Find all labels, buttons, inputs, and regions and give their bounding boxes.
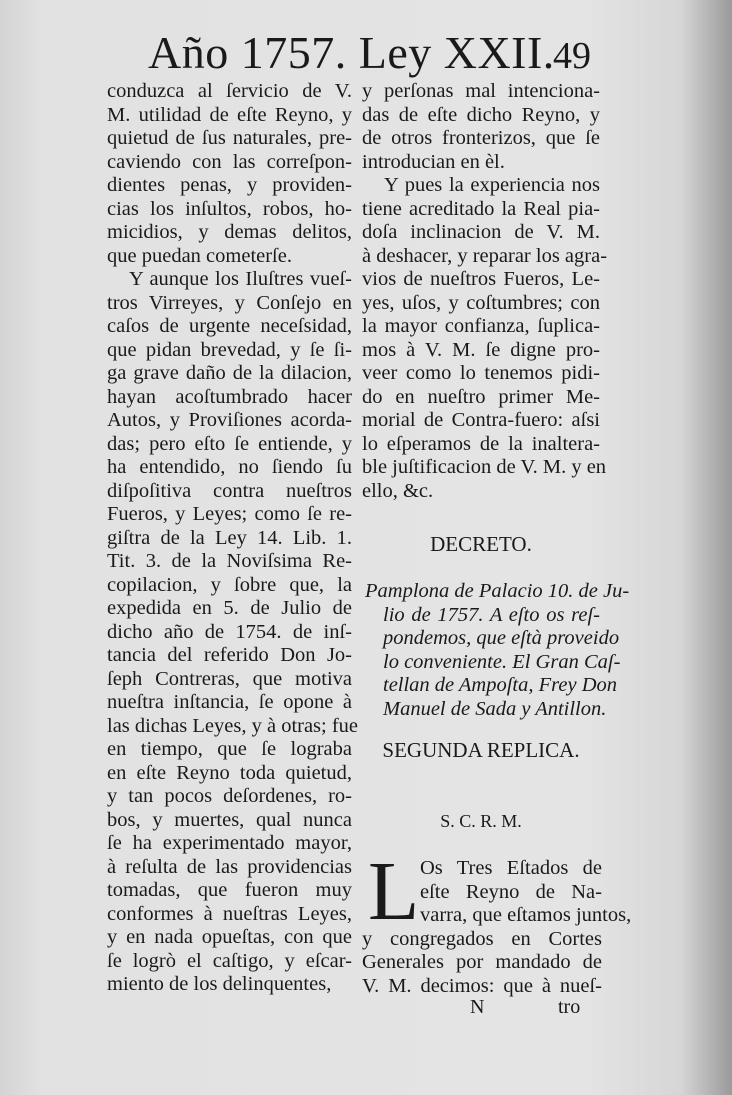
text-line: caſos de urgente neceſsidad, <box>107 315 352 337</box>
text-line: introducian en èl. <box>362 150 505 173</box>
text-line: dientes penas, y providen- <box>107 174 352 196</box>
text-line: varra, que eſtamos juntos, <box>420 904 632 926</box>
text-line: ello, &c. <box>362 479 434 502</box>
text-line: à deshacer, y reparar los agra- <box>362 244 608 267</box>
text-line: de otros fronterizos, que ſe <box>362 127 600 149</box>
text-line: ha entendido, no ſiendo ſu <box>107 456 352 478</box>
text-line: las dichas Leyes, y à otras; fue <box>107 714 359 737</box>
text-line: copilacion, y ſobre que, la <box>107 573 352 596</box>
text-line: tancia del referido Don Jo- <box>107 644 352 666</box>
text-line: conformes à nueſtras Leyes, <box>107 902 352 925</box>
running-header: Año 1757. Ley XXII. <box>148 27 555 78</box>
text-line: en eſte Reyno toda quietud, <box>107 761 352 784</box>
text-line: y congregados en Cortes <box>362 927 602 950</box>
decree-heading: DECRETO. <box>430 532 532 556</box>
right-column <box>362 80 608 503</box>
second-reply-heading: SEGUNDA REPLICA. <box>382 738 580 762</box>
text-line: que puedan cometerſe. <box>107 244 292 267</box>
text-line: en tiempo, que ſe lograba <box>107 738 352 760</box>
text-line: ſeph Contreras, que motiva <box>107 667 352 690</box>
text-line: Y pues la experiencia nos <box>384 174 600 196</box>
text-line: ga grave daño de la dilacion, <box>107 362 352 384</box>
left-column <box>107 80 359 997</box>
decree-text <box>365 580 630 721</box>
text-line: Manuel de Sada y Antillon. <box>383 697 607 720</box>
text-line: ſe ha experimentado mayor, <box>107 832 352 854</box>
text-line: do en nueſtro primer Me- <box>362 385 600 408</box>
text-line: lo conveniente. El Gran Caſ- <box>383 650 621 673</box>
text-line: tiene acreditado la Real pia- <box>362 197 600 220</box>
text-line: Os Tres Eſtados de <box>420 857 602 879</box>
text-line: expedida en 5. de Julio de <box>107 597 352 619</box>
text-line: morial de Contra-fuero: aſsi <box>362 409 600 431</box>
text-line: que pidan brevedad, y ſe ſi- <box>107 338 352 361</box>
text-line: diſpoſitiva contra nueſtros <box>107 479 352 502</box>
text-line: hayan acoſtumbrado hacer <box>107 385 352 408</box>
text-line: pondemos, que eſtà proveido <box>383 627 620 649</box>
text-line: M. utilidad de eſte Reyno, y <box>107 103 352 126</box>
text-line: tomadas, que fueron muy <box>107 879 352 901</box>
text-line: Y aunque los Iluſtres vueſ- <box>129 268 352 290</box>
text-line: veer como lo tenemos pidi- <box>362 362 600 384</box>
text-line: tros Virreyes, y Conſejo en <box>107 291 352 314</box>
page-number: 49 <box>553 35 591 77</box>
text-line: doſa inclinacion de V. M. <box>362 221 600 243</box>
signature-mark: N <box>470 996 485 1018</box>
text-line: mos à V. M. ſe digne pro- <box>362 338 600 361</box>
text-line: Generales por mandado de <box>362 951 602 973</box>
text-line: vios de nueſtros Fueros, Le- <box>362 268 600 290</box>
text-line: y perſonas mal intenciona- <box>362 80 600 102</box>
text-line: lio de 1757. A eſto os reſ- <box>383 603 600 626</box>
text-line: bos, y muertes, qual nunca <box>107 808 352 831</box>
text-line: miento de los delinquentes, <box>107 973 332 995</box>
text-line: das; pero eſto ſe entiende, y <box>107 432 352 455</box>
text-line: yes, uſos, y coſtumbres; con <box>362 291 600 314</box>
text-line: eſte Reyno de Na- <box>420 880 602 903</box>
text-line: quietud de ſus naturales, pre- <box>107 127 352 149</box>
text-line: V. M. decimos: que à nueſ- <box>362 974 602 997</box>
catchword: tro <box>558 996 581 1018</box>
text-line: Autos, y Proviſiones acorda- <box>107 409 352 431</box>
text-line: ſe logrò el caſtigo, y eſcar- <box>107 949 352 972</box>
text-line: Fueros, y Leyes; como ſe re- <box>107 503 352 525</box>
text-line: lo eſperamos de la inaltera- <box>362 432 600 455</box>
text-line: à reſulta de las providencias <box>107 855 352 878</box>
text-line: das de eſte dicho Reyno, y <box>362 103 600 126</box>
text-line: Tit. 3. de la Noviſsima Re- <box>107 550 352 572</box>
salutation: S. C. R. M. <box>440 811 522 831</box>
text-line: micidios, y demas delitos, <box>107 221 352 243</box>
text-line: nueſtra inſtancia, ſe opone à <box>107 691 352 713</box>
text-line: Pamplona de Palacio 10. de Ju- <box>365 580 630 602</box>
text-line: dicho año de 1754. de inſ- <box>107 620 352 643</box>
text-line: caviendo con las correſpon- <box>107 150 352 173</box>
text-line: conduzca al ſervicio de V. <box>107 80 352 102</box>
text-line: la mayor confianza, ſuplica- <box>362 315 600 337</box>
text-line: y tan pocos deſordenes, ro- <box>107 785 352 807</box>
text-line: ble juſtificacion de V. M. y en <box>362 456 607 478</box>
drop-cap: L <box>368 845 420 938</box>
second-reply-text <box>362 857 632 998</box>
text-line: tellan de Ampoſta, Frey Don <box>383 674 617 696</box>
text-line: cias los inſultos, robos, ho- <box>107 197 352 220</box>
text-line: giſtra de la Ley 14. Lib. 1. <box>107 526 352 549</box>
text-line: y en nada opueſtas, con que <box>107 926 352 948</box>
